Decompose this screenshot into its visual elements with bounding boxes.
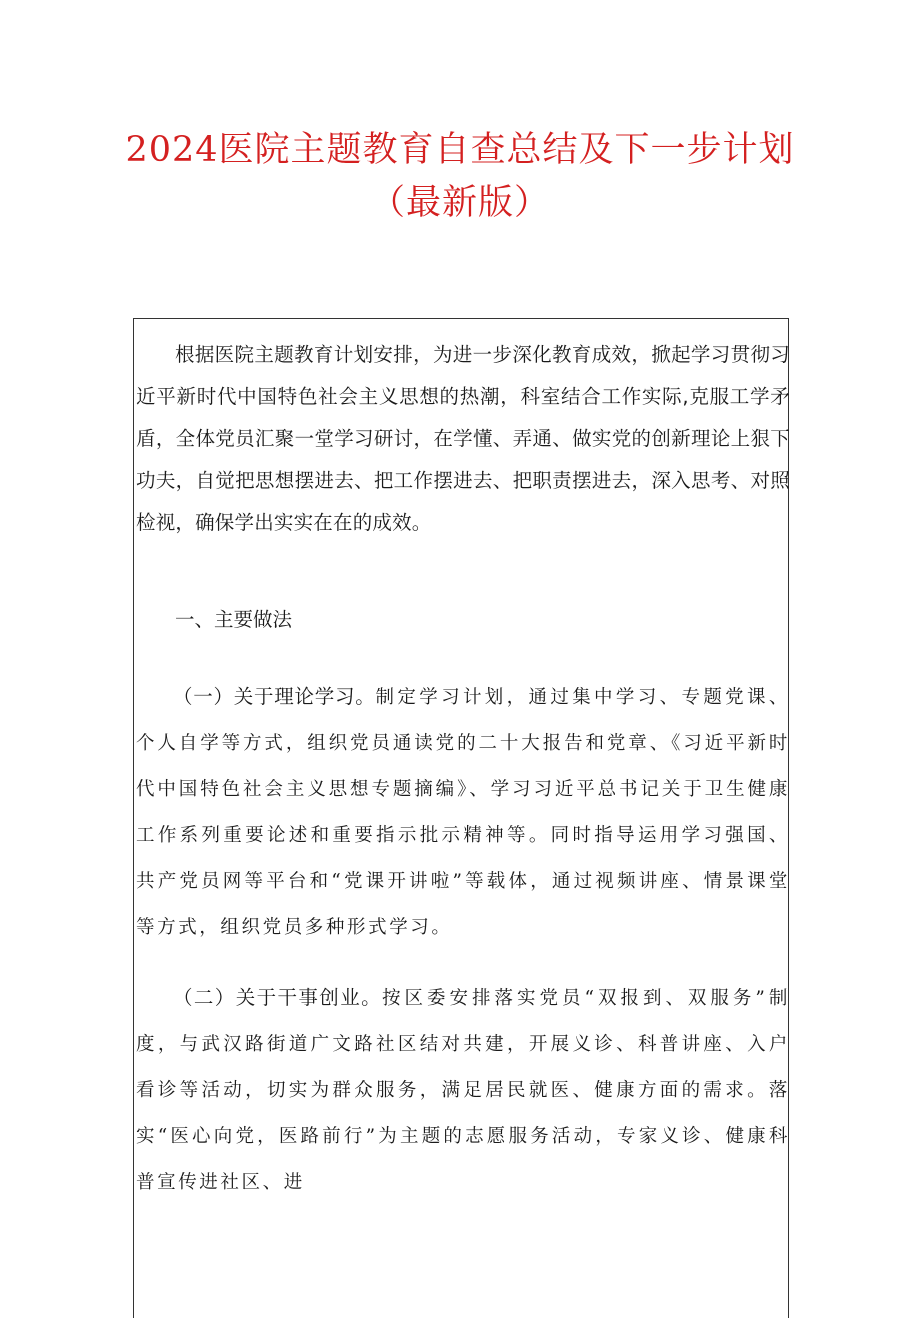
paragraph-theory-study xyxy=(136,674,790,951)
section-heading-main-practices: 一、主要做法 xyxy=(175,608,293,631)
intro-paragraph: 根据医院主题教育计划安排，为进一步深化教育成效，掀起学习贯彻习近平新时代中国特色社会主义思想的热潮，科室结合工作实际,克服工学矛盾，全体党员汇聚一堂学习研讨，在学懂、弄通、做实党的创新理论上狠下功夫，自觉把思想摆进去、把工作摆进去、把职责摆进去，深入思考、对照检视，确保学出实实在在的成效。 xyxy=(136,343,790,534)
paragraph-body-work: 按区委安排落实党员“双报到、双服务”制度，与武汉路街道广文路社区结对共建，开展义诊、科普讲座、入户看诊等活动，切实为群众服务，满足居民就医、健康方面的需求。落实“医心向党，医路前行”为主题的志愿服务活动，专家义诊、健康科普宣传进社区、进 xyxy=(136,988,790,1193)
document-title: 2024医院主题教育自查总结及下一步计划 xyxy=(125,130,795,170)
paragraph-body-theory: 制定学习计划，通过集中学习、专题党课、个人自学等方式，组织党员通读党的二十大报告和党章、《习近平新时代中国特色社会主义思想专题摘编》、学习习近平总书记关于卫生健康工作系列重要论述和重要指示批示精神等。同时指导运用学习强国、共产党员网等平台和“党课开讲啦”等载体，通过视频讲座、情景课堂等方式，组织党员多种形式学习。 xyxy=(136,687,790,938)
paragraph-entrepreneurship xyxy=(136,975,790,1206)
paragraph-lead-work: （二）关于干事创业。 xyxy=(173,986,382,1009)
paragraph-lead-theory: （一）关于理论学习。 xyxy=(173,685,376,708)
document-subtitle: （最新版） xyxy=(369,183,550,223)
